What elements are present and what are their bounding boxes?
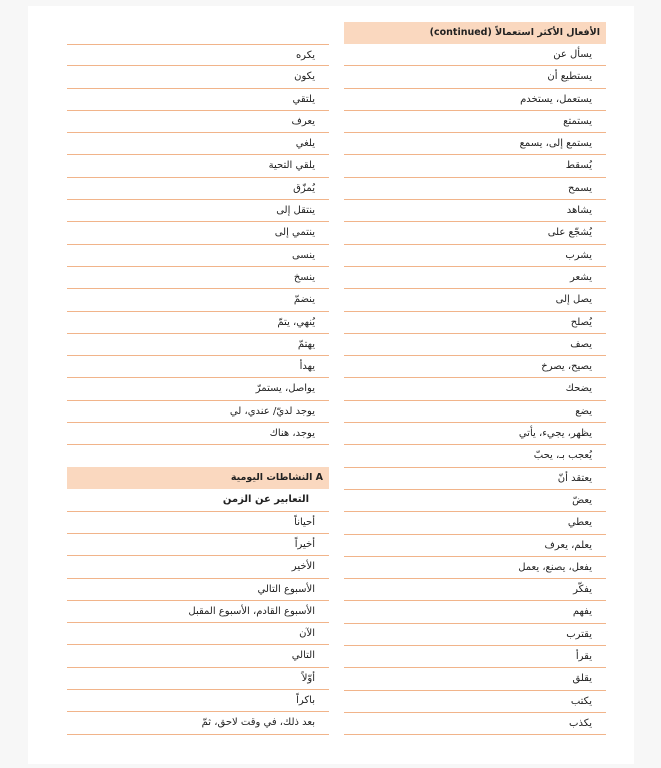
top-spacer xyxy=(67,22,329,44)
vocab-row: يكتب xyxy=(344,691,606,713)
vocab-row: يلقي التحية xyxy=(67,155,329,177)
vocab-row: يوجد، هناك xyxy=(67,423,329,445)
vocab-row: يكذب xyxy=(344,713,606,735)
vocab-row: يعطي xyxy=(344,512,606,534)
time-expression-row: الآن xyxy=(67,623,329,645)
vocab-row: ينتقل إلى xyxy=(67,200,329,222)
subheading-time-expressions: التعابير عن الزمن xyxy=(67,489,329,511)
section-header-continued: (continued) xyxy=(429,27,492,38)
vocab-row: يُنهي، يتمّ xyxy=(67,312,329,334)
vocab-row: يهتمّ xyxy=(67,334,329,356)
vocab-row: يفهم xyxy=(344,601,606,623)
vocab-row: يواصل، يستمرّ xyxy=(67,378,329,400)
left-vocab-list-bottom xyxy=(67,512,329,735)
vocab-row: يعلم، يعرف xyxy=(344,535,606,557)
vocab-row: يستمع إلى، يسمع xyxy=(344,133,606,155)
vocab-row: يلغي xyxy=(67,133,329,155)
vocab-row: يوجد لديّ/ عندي، لي xyxy=(67,401,329,423)
vocab-row: يهدأ xyxy=(67,356,329,378)
section-header-arabic: الأفعال الأكثر استعمالاً xyxy=(495,27,600,38)
vocab-row: يُعجب بـ، يحبّ xyxy=(344,445,606,467)
left-column xyxy=(67,22,329,735)
section-header-daily-activities: A النشاطات اليومية xyxy=(67,467,329,489)
section-spacer xyxy=(67,445,329,467)
time-expression-row: الأسبوع التالي xyxy=(67,579,329,601)
vocab-row: يُمزّق xyxy=(67,178,329,200)
time-expression-row: أحياناً xyxy=(67,512,329,534)
right-column xyxy=(344,22,606,735)
time-expression-row: الأسبوع القادم، الأسبوع المقبل xyxy=(67,601,329,623)
time-expression-row: التالي xyxy=(67,645,329,667)
time-expression-row: أخيراً xyxy=(67,534,329,556)
time-expression-row: بعد ذلك، في وقت لاحق، ثمّ xyxy=(67,712,329,734)
vocab-row: يكون xyxy=(67,66,329,88)
vocab-row: يضحك xyxy=(344,378,606,400)
vocab-row: يصف xyxy=(344,334,606,356)
vocab-row: يُسقط xyxy=(344,155,606,177)
vocab-row: يسأل عن xyxy=(344,44,606,66)
time-expression-row: باكراً xyxy=(67,690,329,712)
vocab-row: يسمح xyxy=(344,178,606,200)
vocab-row: يظهر، يجيء، يأتي xyxy=(344,423,606,445)
vocab-row: يفكّر xyxy=(344,579,606,601)
vocab-row: يشاهد xyxy=(344,200,606,222)
vocab-row: يُصلح xyxy=(344,312,606,334)
vocab-row: يصل إلى xyxy=(344,289,606,311)
vocab-row: يشرب xyxy=(344,245,606,267)
vocab-row: يقترب xyxy=(344,624,606,646)
vocab-row: يستطيع أن xyxy=(344,66,606,88)
right-vocab-list xyxy=(344,44,606,735)
vocab-row: يستمتع xyxy=(344,111,606,133)
vocab-row: يقرأ xyxy=(344,646,606,668)
vocab-row: يضع xyxy=(344,401,606,423)
vocab-row: ينتمي إلى xyxy=(67,222,329,244)
vocab-row: يشعر xyxy=(344,267,606,289)
vocab-row: يصيح، يصرخ xyxy=(344,356,606,378)
vocab-row: ينسخ xyxy=(67,267,329,289)
vocab-row: ينسى xyxy=(67,245,329,267)
time-expression-row: الأخير xyxy=(67,556,329,578)
vocab-row: يعضّ xyxy=(344,490,606,512)
vocab-row: يقلق xyxy=(344,668,606,690)
vocab-row: ينضمّ xyxy=(67,289,329,311)
vocab-row: يلتقي xyxy=(67,89,329,111)
vocab-row: يفعل، يصنع، يعمل xyxy=(344,557,606,579)
vocab-row: يُشجّع على xyxy=(344,222,606,244)
vocab-row: يكره xyxy=(67,44,329,66)
vocab-row: يستعمل، يستخدم xyxy=(344,89,606,111)
left-vocab-list-top xyxy=(67,44,329,445)
time-expression-row: أوّلاً xyxy=(67,668,329,690)
section-header-common-verbs xyxy=(344,22,606,44)
vocab-row: يعرف xyxy=(67,111,329,133)
vocab-row: يعتقد أنّ xyxy=(344,468,606,490)
